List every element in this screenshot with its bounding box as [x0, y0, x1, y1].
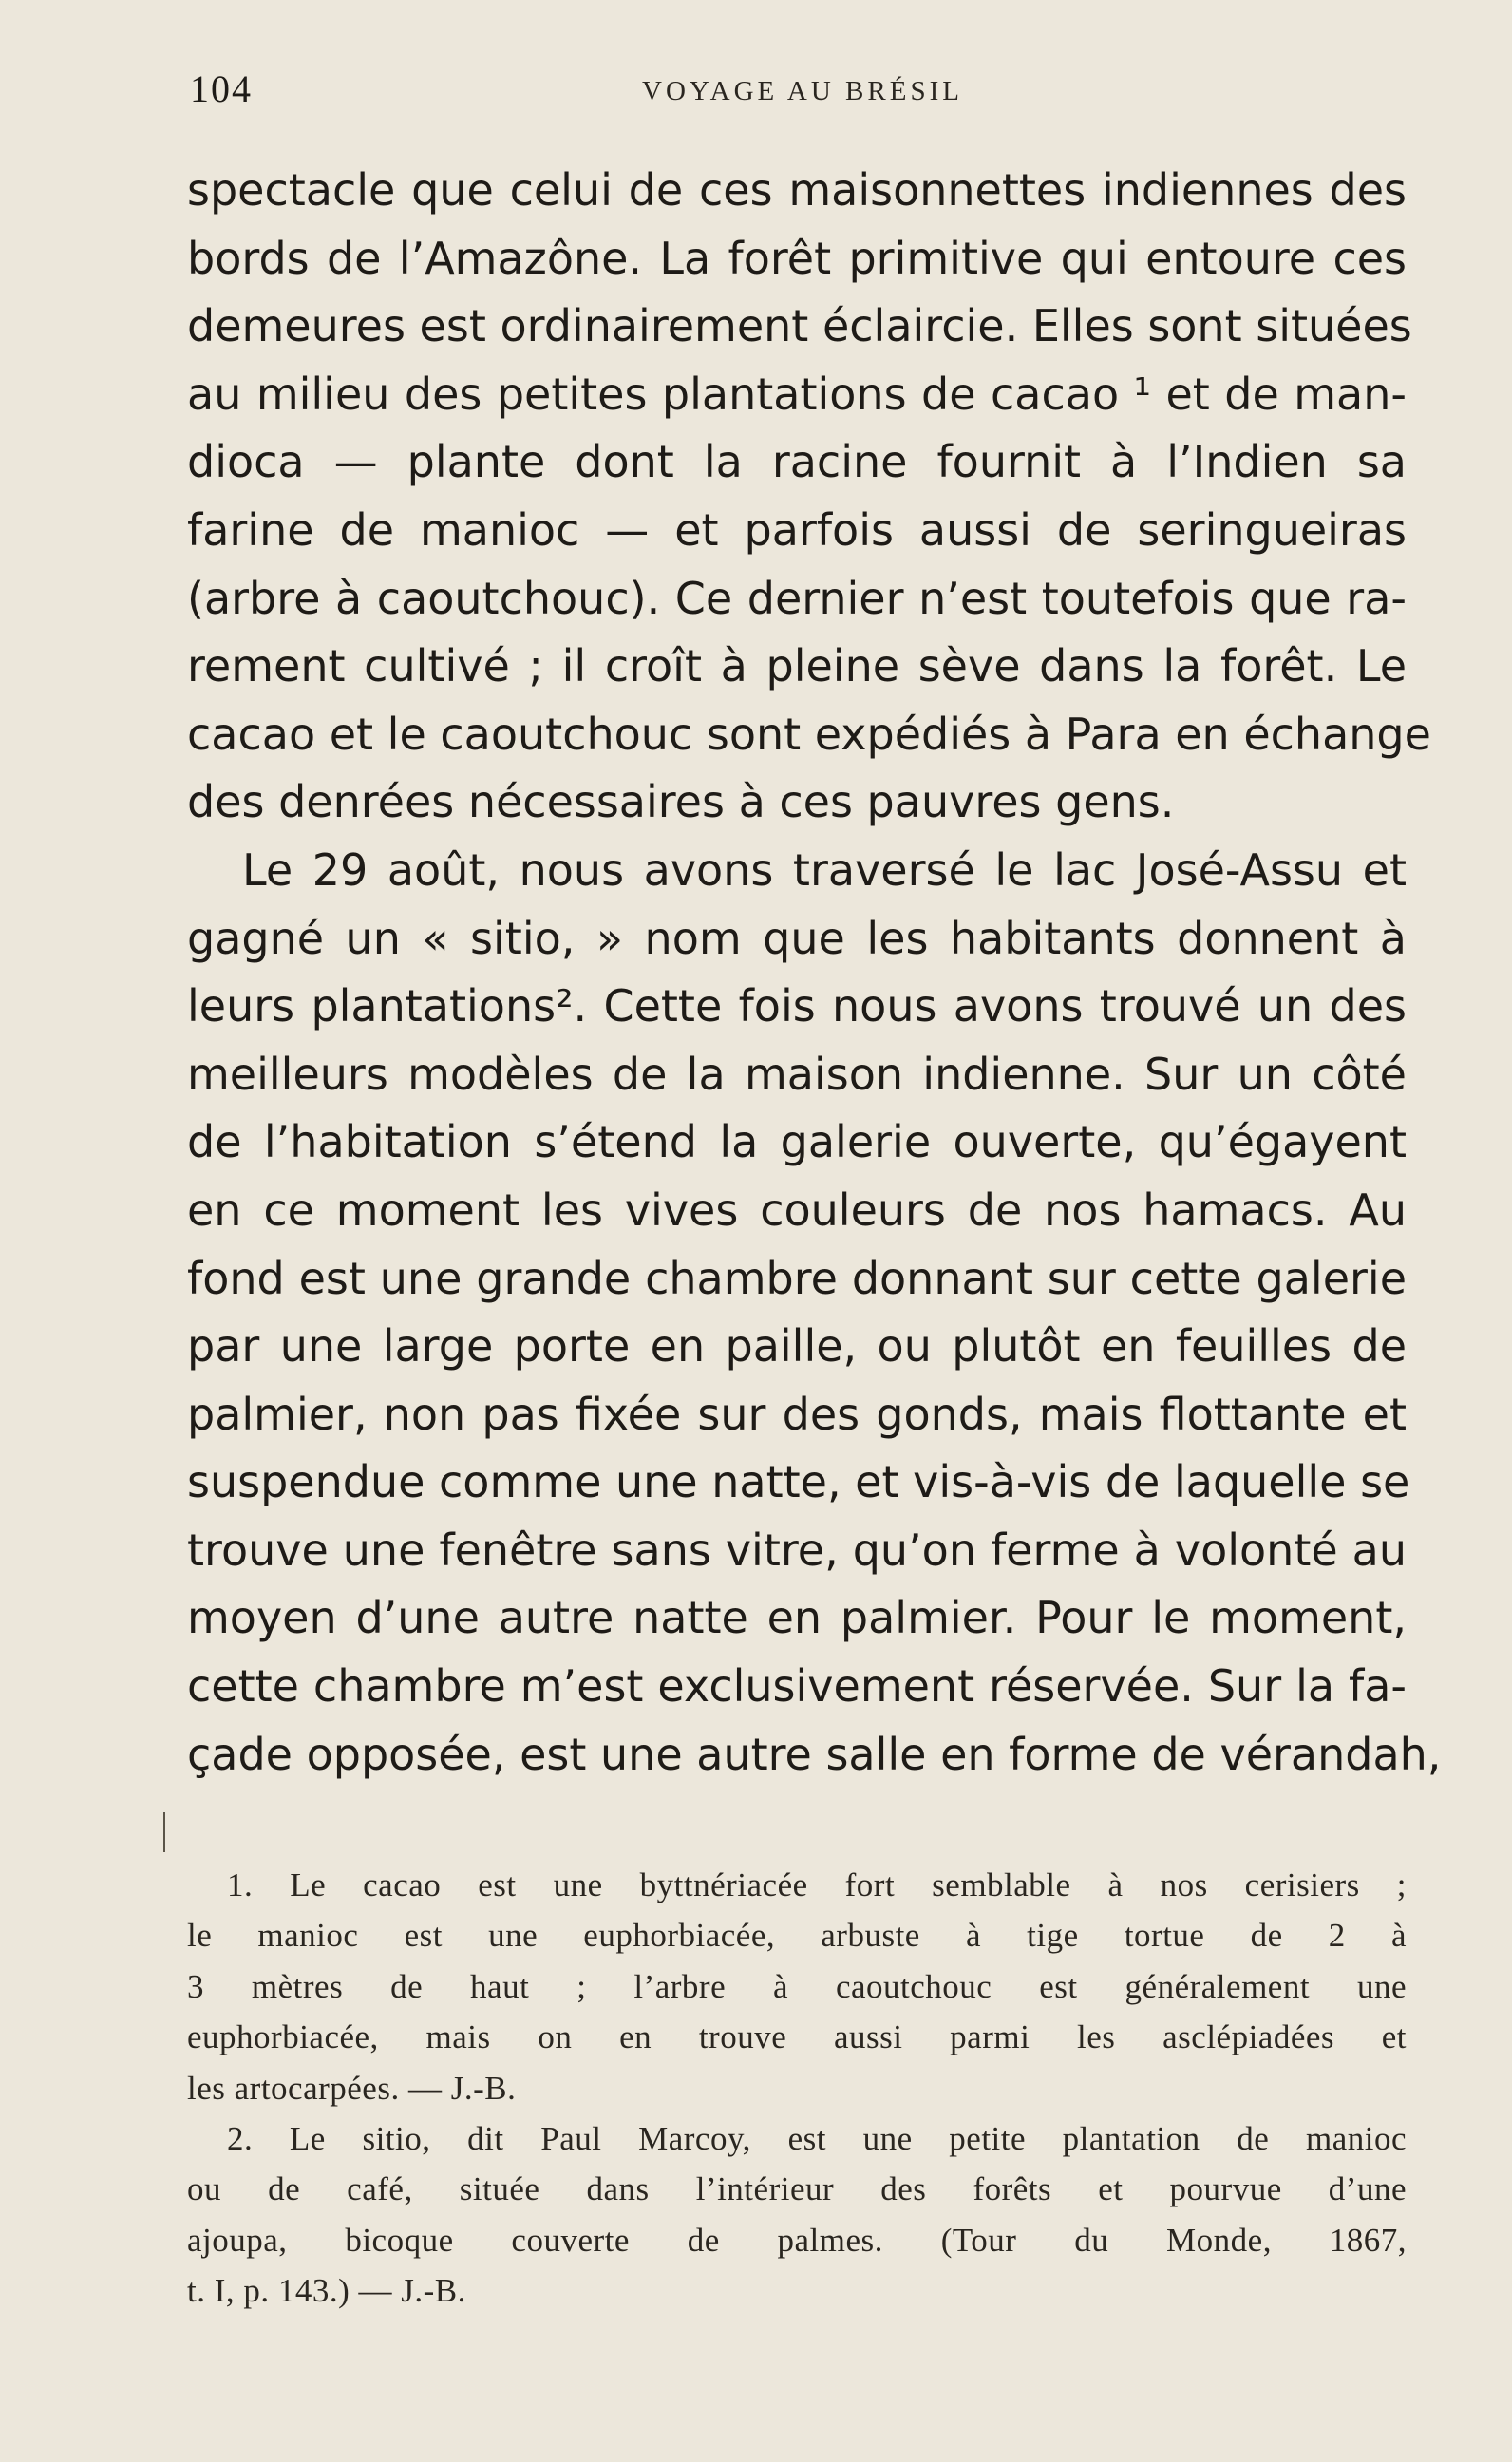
footnote-line: les artocarpées. — J.-B. — [187, 2069, 517, 2107]
footnote-line: ou de café, située dans l’intérieur des forêts et pourvue d’une — [187, 2170, 1407, 2208]
footnote-line: ajoupa, bicoque couverte de palmes. (Tour du Monde, 1867, — [187, 2221, 1407, 2259]
text-line: çade opposée, est une autre salle en forme de vérandah, — [187, 1728, 1442, 1780]
text-line: suspendue comme une natte, et vis-à-vis de laquelle se — [187, 1456, 1410, 1508]
text-line: cacao et le caoutchouc sont expédiés à Para en échange — [187, 708, 1431, 760]
footnote-line: euphorbiacée, mais on en trouve aussi parmi les asclépiadées et — [187, 2018, 1407, 2056]
text-line: de l’habitation s’étend la galerie ouverte, qu’égayent — [187, 1116, 1407, 1168]
text-line: au milieu des petites plantations de cacao ¹ et de man- — [187, 368, 1407, 420]
footnote-line: le manioc est une euphorbiacée, arbuste à tige tortue de 2 à — [187, 1917, 1407, 1955]
text-line: meilleurs modèles de la maison indienne. Sur un côté — [187, 1048, 1407, 1100]
page-number: 104 — [190, 67, 253, 110]
text-line: dioca — plante dont la racine fournit à l’Indien sa — [187, 436, 1407, 488]
text-line: par une large porte en paille, ou plutôt en feuilles de — [187, 1320, 1407, 1373]
footnote-line: 1. Le cacao est une byttnériacée fort semblable à nos cerisiers ; — [227, 1866, 1407, 1903]
footnote-line: 3 mètres de haut ; l’arbre à caoutchouc est généralement une — [187, 1967, 1407, 2005]
footnote-line: t. I, p. 143.) — J.-B. — [187, 2272, 466, 2310]
running-title: VOYAGE AU BRÉSIL — [642, 76, 963, 106]
footnote-line: 2. Le sitio, dit Paul Marcoy, est une petite plantation de manioc — [227, 2119, 1407, 2157]
text-line: bords de l’Amazône. La forêt primitive qui entoure ces — [187, 232, 1407, 284]
page-header — [190, 66, 1415, 123]
text-line: trouve une fenêtre sans vitre, qu’on ferme à volonté au — [187, 1524, 1407, 1576]
margin-mark — [163, 1812, 165, 1852]
text-line: des denrées nécessaires à ces pauvres gens. — [187, 776, 1175, 828]
text-line: moyen d’une autre natte en palmier. Pour le moment, — [187, 1592, 1407, 1644]
text-line: fond est une grande chambre donnant sur cette galerie — [187, 1252, 1407, 1304]
text-line: leurs plantations². Cette fois nous avons trouvé un des — [187, 980, 1407, 1032]
text-line: cette chambre m’est exclusivement réservée. Sur la fa- — [187, 1660, 1407, 1713]
text-line: demeures est ordinairement éclaircie. Elles sont situées — [187, 300, 1412, 352]
text-line: palmier, non pas fixée sur des gonds, mais flottante et — [187, 1388, 1407, 1440]
text-line: Le 29 août, nous avons traversé le lac José-Assu et — [242, 843, 1407, 896]
text-line: farine de manioc — et parfois aussi de seringueiras — [187, 503, 1407, 556]
text-line: rement cultivé ; il croît à pleine sève dans la forêt. Le — [187, 640, 1407, 692]
footnotes — [187, 1860, 1407, 2317]
text-line: (arbre à caoutchouc). Ce dernier n’est toutefois que ra- — [187, 572, 1407, 624]
text-line: en ce moment les vives couleurs de nos hamacs. Au — [187, 1184, 1407, 1236]
text-line: gagné un « sitio, » nom que les habitants donnent à — [187, 912, 1407, 964]
text-line: spectacle que celui de ces maisonnettes indiennes des — [187, 164, 1407, 216]
body-text — [187, 157, 1442, 1789]
